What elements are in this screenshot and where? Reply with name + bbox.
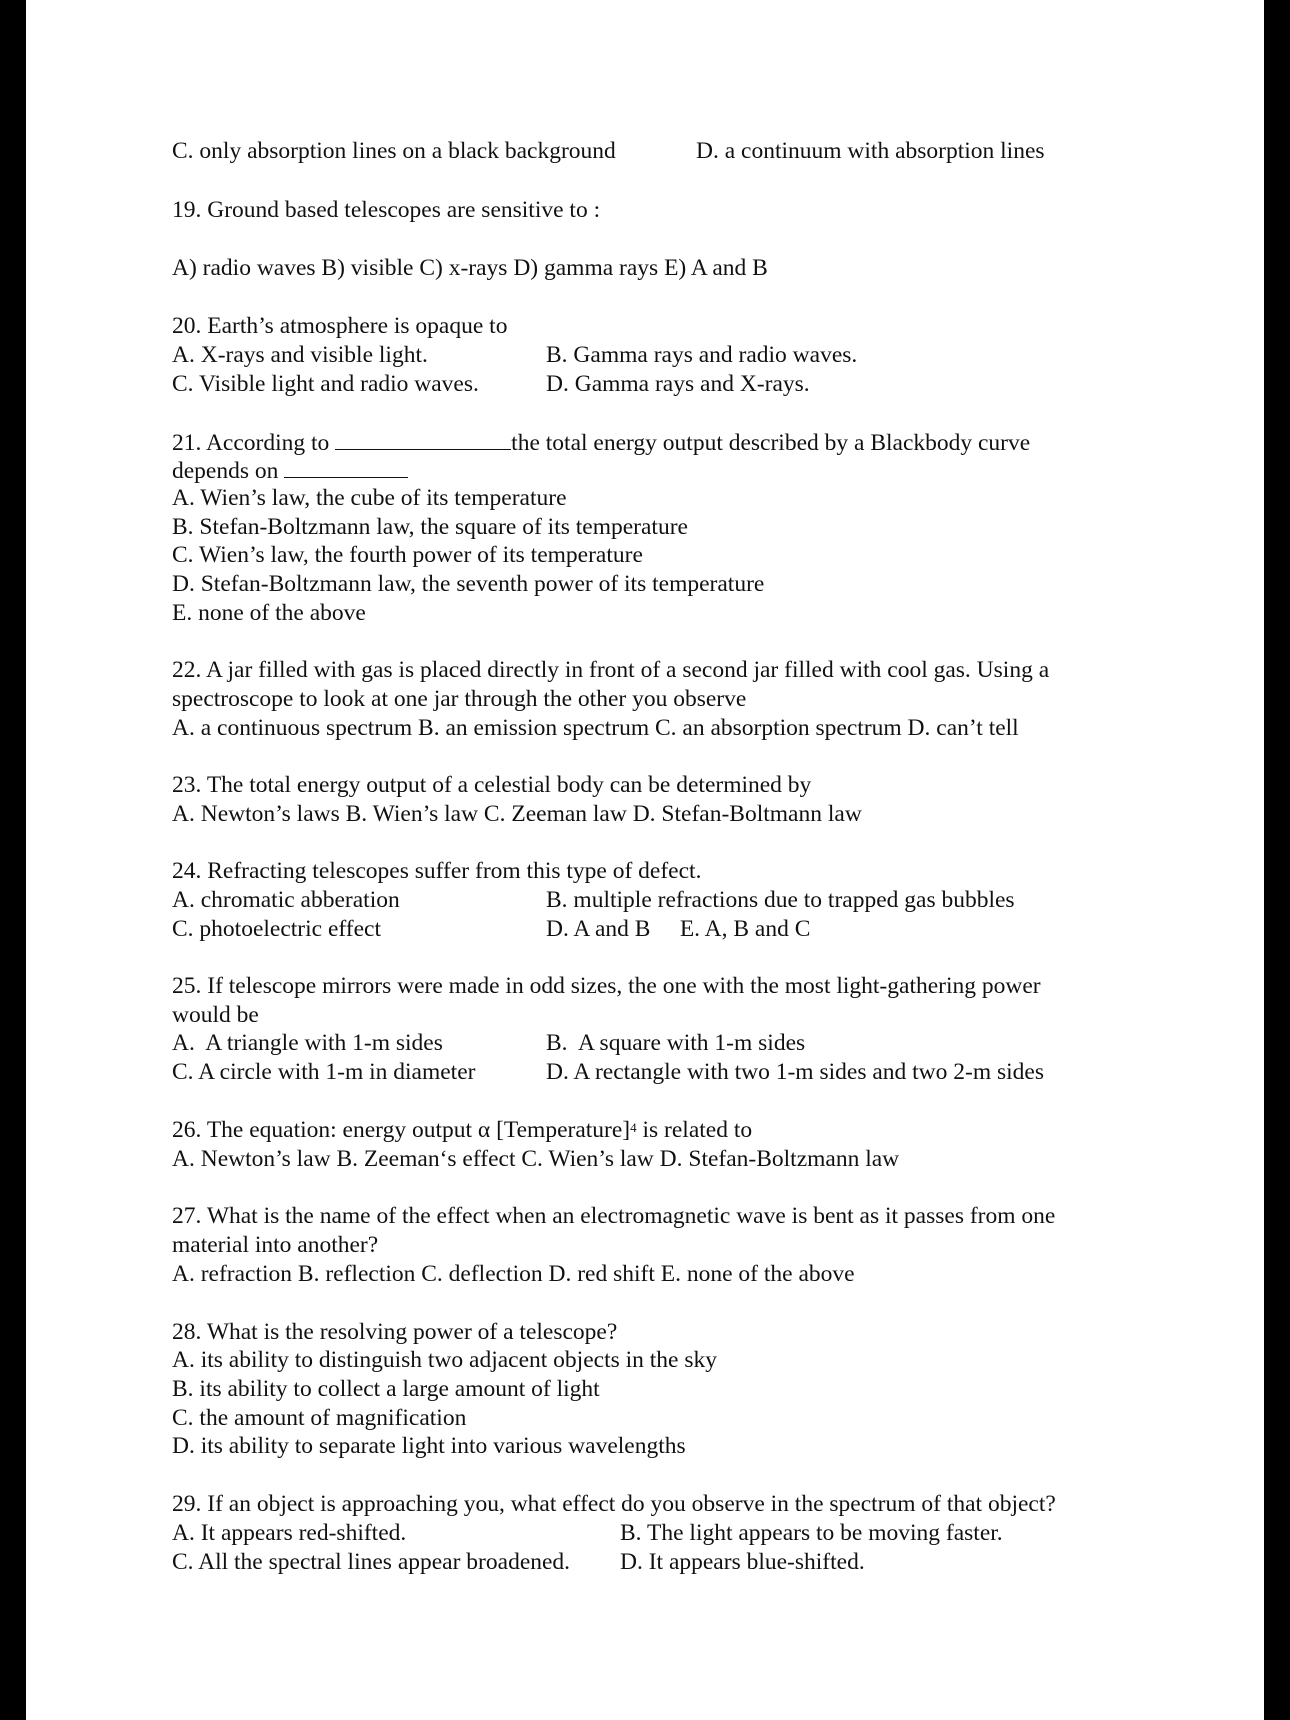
q21-option-e: E. none of the above	[172, 600, 366, 626]
q24-option-b: B. multiple refractions due to trapped gas bubbles	[546, 887, 1015, 913]
q21-option-b: B. Stefan-Boltzmann law, the square of its temperature	[172, 514, 688, 540]
q26-stem	[172, 1116, 752, 1144]
q26-stem-end: is related to	[636, 1117, 753, 1143]
q21-blank-1	[335, 427, 511, 450]
q20-stem: 20. Earth’s atmosphere is opaque to	[172, 313, 508, 339]
q28-stem: 28. What is the resolving power of a telescope?	[172, 1319, 618, 1345]
q22-options: A. a continuous spectrum B. an emission spectrum C. an absorption spectrum D. can’t tell	[172, 715, 1019, 741]
q21-stem-start: 21. According to	[172, 430, 330, 456]
q29-option-c: C. All the spectral lines appear broadened.	[172, 1549, 571, 1575]
q19-options: A) radio waves B) visible C) x-rays D) gamma rays E) A and B	[172, 255, 768, 281]
q28-option-b: B. its ability to collect a large amount of light	[172, 1376, 600, 1402]
q21-stem-mid: the total energy output described by a Blackbody curve	[511, 430, 1031, 456]
q24-stem: 24. Refracting telescopes suffer from this type of defect.	[172, 858, 702, 884]
q21-blank-2	[284, 455, 408, 478]
q25-option-b: B. A square with 1-m sides	[546, 1030, 806, 1056]
q23-options: A. Newton’s laws B. Wien’s law C. Zeeman law D. Stefan-Boltmann law	[172, 801, 862, 827]
q28-option-d: D. its ability to separate light into various wavelengths	[172, 1433, 686, 1459]
q26-exponent: 4	[630, 1120, 637, 1135]
q21-option-a: A. Wien’s law, the cube of its temperature	[172, 485, 567, 511]
q29-stem: 29. If an object is approaching you, what effect do you observe in the spectrum of that object?	[172, 1491, 1056, 1517]
q27-stem-line1: 27. What is the name of the effect when an electromagnetic wave is bent as it passes from one	[172, 1203, 1056, 1229]
q25-option-a: A. A triangle with 1-m sides	[172, 1030, 443, 1056]
q20-option-c: C. Visible light and radio waves.	[172, 371, 479, 397]
q24-option-a: A. chromatic abberation	[172, 887, 400, 913]
q26-stem-start: 26. The equation: energy output α [Temperature]	[172, 1117, 631, 1143]
q27-stem-line2: material into another?	[172, 1232, 379, 1258]
q20-option-a: A. X-rays and visible light.	[172, 342, 428, 368]
q28-option-a: A. its ability to distinguish two adjacent objects in the sky	[172, 1347, 718, 1373]
q29-option-b: B. The light appears to be moving faster.	[620, 1520, 1003, 1546]
q25-stem-line2: would be	[172, 1002, 259, 1028]
q25-stem-line1: 25. If telescope mirrors were made in odd sizes, the one with the most light-gathering power	[172, 973, 1041, 999]
q21-stem-line2-text: depends on	[172, 458, 279, 484]
q25-option-c: C. A circle with 1-m in diameter	[172, 1059, 476, 1085]
q18-option-c: C. only absorption lines on a black background	[172, 138, 616, 164]
q24-option-c: C. photoelectric effect	[172, 916, 382, 942]
q23-stem: 23. The total energy output of a celestial body can be determined by	[172, 772, 812, 798]
document-page	[26, 0, 1264, 1720]
q21-stem-line2	[172, 455, 408, 485]
q22-stem-line1: 22. A jar filled with gas is placed directly in front of a second jar filled with cool gas. Using a	[172, 657, 1050, 683]
q29-option-a: A. It appears red-shifted.	[172, 1520, 407, 1546]
q24-option-de: D. A and B E. A, B and C	[546, 916, 811, 942]
q22-stem-line2: spectroscope to look at one jar through the other you observe	[172, 686, 747, 712]
q21-stem-line1	[172, 427, 1030, 457]
q20-option-b: B. Gamma rays and radio waves.	[546, 342, 858, 368]
q20-option-d: D. Gamma rays and X-rays.	[546, 371, 810, 397]
q29-option-d: D. It appears blue-shifted.	[620, 1549, 865, 1575]
q25-option-d: D. A rectangle with two 1-m sides and two 2-m sides	[546, 1059, 1044, 1085]
q18-option-d: D. a continuum with absorption lines	[696, 138, 1045, 164]
q19-stem: 19. Ground based telescopes are sensitive to :	[172, 197, 601, 223]
q26-options: A. Newton’s law B. Zeeman‘s effect C. Wien’s law D. Stefan-Boltzmann law	[172, 1146, 900, 1172]
q21-option-c: C. Wien’s law, the fourth power of its temperature	[172, 542, 643, 568]
q27-options: A. refraction B. reflection C. deflection D. red shift E. none of the above	[172, 1261, 855, 1287]
q28-option-c: C. the amount of magnification	[172, 1405, 467, 1431]
q21-option-d: D. Stefan-Boltzmann law, the seventh power of its temperature	[172, 571, 765, 597]
